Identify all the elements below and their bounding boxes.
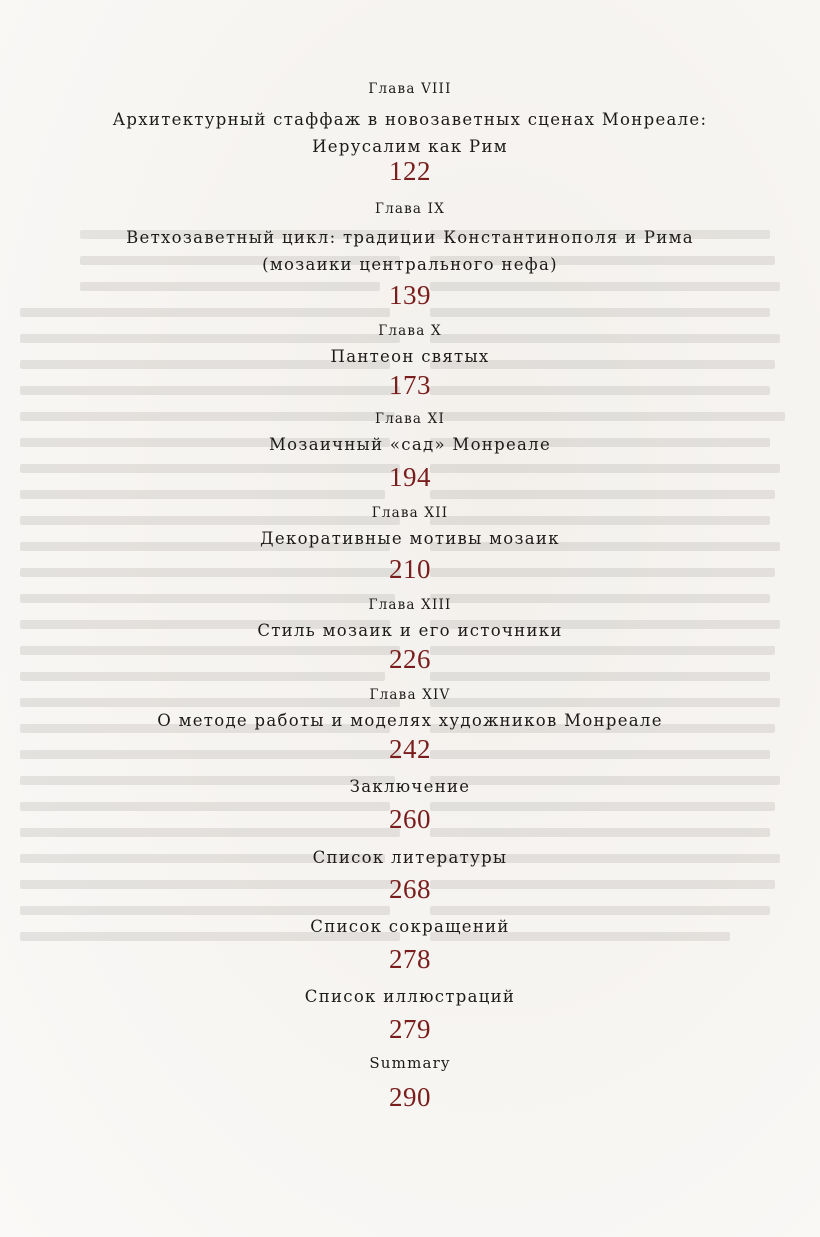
chapter-label: Глава X: [378, 323, 442, 339]
toc-entry-bibliography: [0, 844, 820, 871]
page-number: 122: [389, 156, 431, 186]
page-number: 290: [389, 1082, 431, 1112]
entry-title-line: Заключение: [349, 777, 471, 796]
chapter-label: Глава XIV: [369, 687, 451, 703]
toc-entry-chapter-11: [0, 410, 820, 458]
page-number: 260: [389, 804, 431, 834]
entry-title-line: Пантеон святых: [330, 347, 490, 366]
chapter-label: Глава IX: [374, 201, 446, 217]
entry-title-line: Список сокращений: [310, 917, 510, 936]
entry-title-line: Summary: [369, 1054, 451, 1072]
page-number: 279: [389, 1014, 431, 1044]
toc-entry-chapter-12: [0, 504, 820, 552]
page-number: 278: [389, 944, 431, 974]
entry-title-line: Мозаичный «сад» Монреале: [268, 435, 552, 454]
chapter-label: Глава XIII: [368, 597, 452, 613]
entry-title-line: Список иллюстраций: [304, 987, 516, 1006]
toc-entry-chapter-13: [0, 596, 820, 644]
page-number: 242: [389, 734, 431, 764]
entry-title-line: Иерусалим как Рим: [312, 137, 508, 156]
chapter-label: Глава VIII: [368, 81, 452, 97]
toc-entry-illustrations: [0, 983, 820, 1010]
entry-title-line: (мозаики центрального нефа): [262, 255, 558, 274]
toc-entry-summary: [0, 1054, 820, 1072]
entry-title-line: Список литературы: [312, 848, 508, 867]
page-number: 268: [389, 874, 431, 904]
toc-entry-chapter-8: [0, 80, 820, 160]
entry-title-line: Декоративные мотивы мозаик: [260, 529, 560, 548]
page-number: 139: [389, 280, 431, 310]
toc-entry-chapter-10: [0, 322, 820, 370]
page-number: 210: [389, 554, 431, 584]
entry-title-line: Стиль мозаик и его источники: [257, 621, 563, 640]
page-number: 173: [389, 370, 431, 400]
toc-entry-chapter-9: [0, 200, 820, 278]
chapter-label: Глава XI: [374, 411, 446, 427]
page-number: 226: [389, 644, 431, 674]
toc-entry-abbreviations: [0, 913, 820, 940]
entry-title-line: О методе работы и моделях художников Монреале: [157, 711, 663, 730]
page-number: 194: [389, 462, 431, 492]
entry-title-line: Ветхозаветный цикл: традиции Константинополя и Рима: [126, 228, 694, 247]
chapter-label: Глава XII: [371, 505, 449, 521]
toc-entry-chapter-14: [0, 686, 820, 734]
toc-entry-conclusion: [0, 773, 820, 800]
entry-title-line: Архитектурный стаффаж в новозаветных сценах Монреале:: [112, 110, 708, 129]
